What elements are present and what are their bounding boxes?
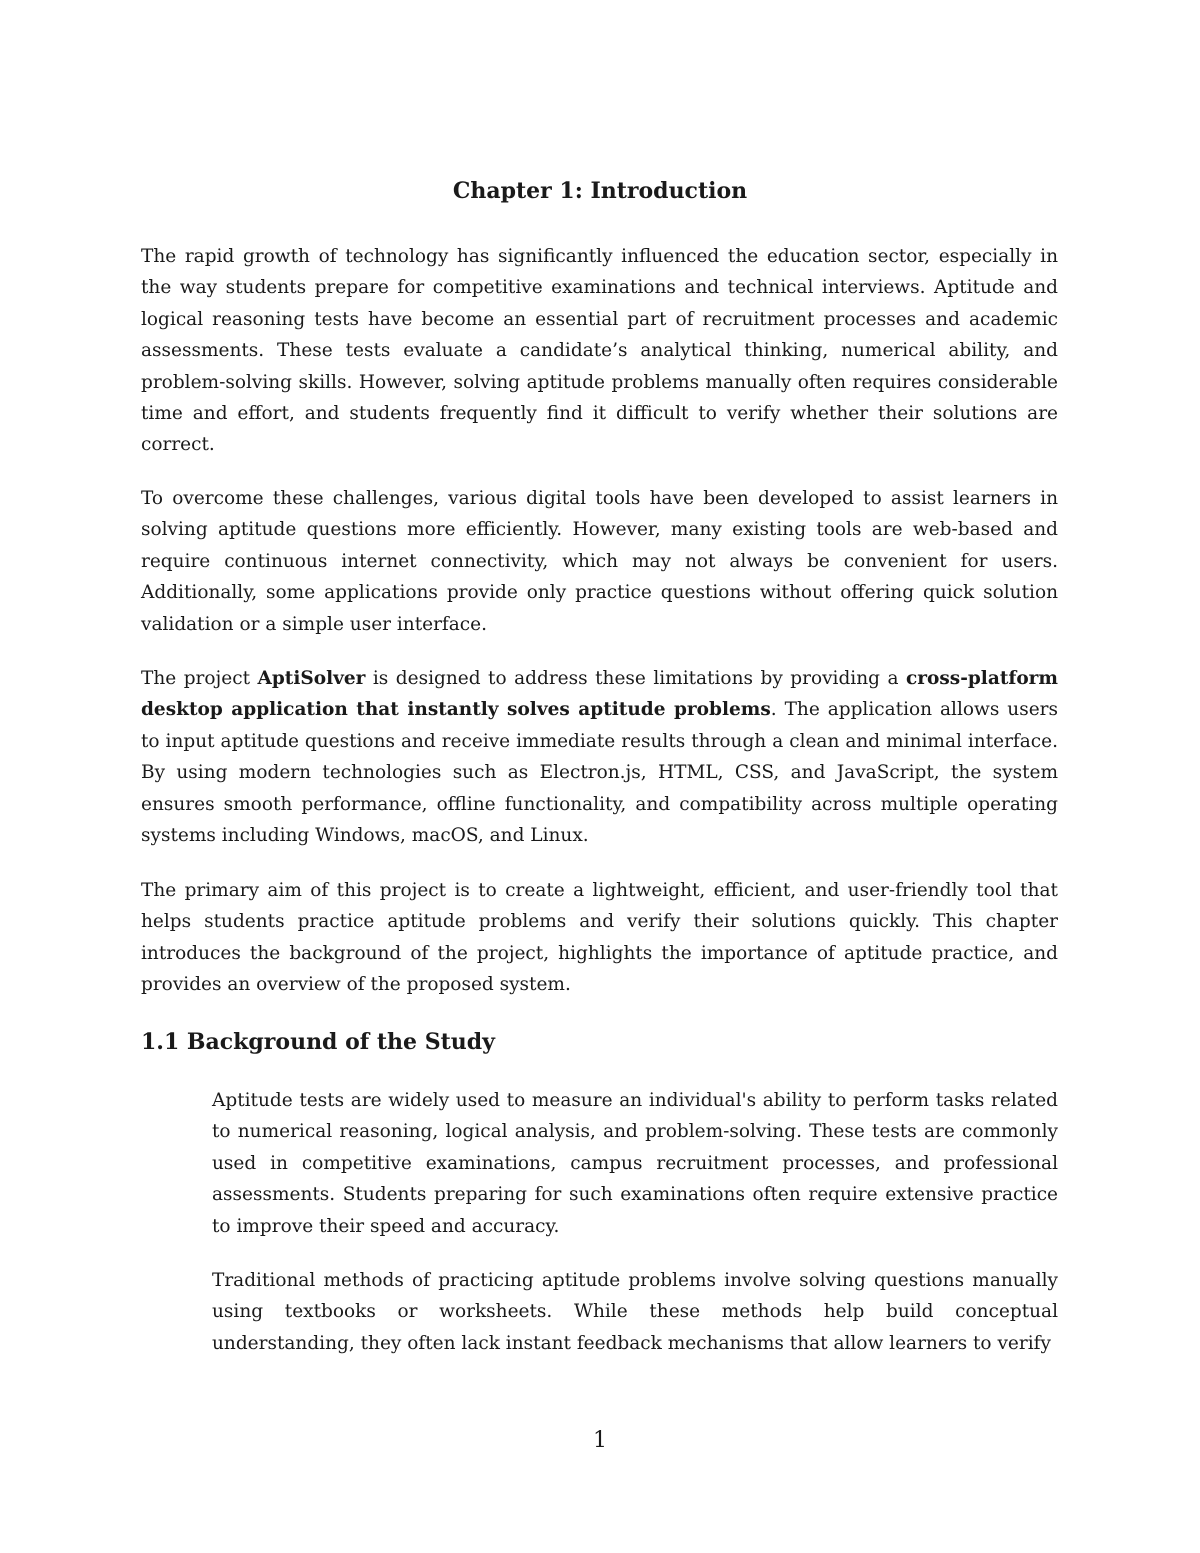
text-run: . The application allows users to input aptitude questions and receive immediate results through a clean and minimal interface. By using modern technologies such as Electron.js, HTML, CSS, and JavaScript, the system ensures smooth performance, offline functionality, and compatibility across multiple operating systems including Windows, macOS, and Linux.	[141, 699, 1058, 847]
intro-paragraph-4: The primary aim of this project is to create a lightweight, efficient, and user-friendly tool that helps students practice aptitude problems and verify their solutions quickly. This chapter introduces the background of the project, highlights the importance of aptitude practice, and provides an overview of the proposed system.	[141, 880, 1058, 996]
section-heading: 1.1 Background of the Study	[141, 1029, 495, 1055]
intro-paragraph-2: To overcome these challenges, various digital tools have been developed to assist learners in solving aptitude questions more efficiently. However, many existing tools are web-based and require continuous internet connectivity, which may not always be convenient for users. Additionally, some applications provide only practice questions without offering quick solution validation or a simple user interface.	[141, 488, 1058, 635]
intro-paragraph-1: The rapid growth of technology has significantly influenced the education sector, especially in the way students prepare for competitive examinations and technical interviews. Aptitude and logical reasoning tests have become an essential part of recruitment processes and academic assessments. These tests evaluate a candidate’s analytical thinking, numerical ability, and problem-solving skills. However, solving aptitude problems manually often requires considerable time and effort, and students frequently find it difficult to verify whether their solutions are correct.	[141, 246, 1058, 456]
project-name: AptiSolver	[257, 668, 366, 689]
page-number: 1	[593, 1428, 607, 1453]
text-run: The project	[141, 668, 258, 689]
intro-paragraph-3	[141, 663, 1058, 851]
chapter-title: Chapter 1: Introduction	[452, 178, 748, 204]
project-description-emphasis: cross-platform desktop application that instantly solves aptitude problems	[141, 668, 1058, 721]
background-paragraph-2: Traditional methods of practicing aptitude problems involve solving questions manually using textbooks or worksheets. While these methods help build conceptual understanding, they often lack instant feedback mechanisms that allow learners to verify	[212, 1270, 1058, 1354]
background-paragraph-1: Aptitude tests are widely used to measure an individual's ability to perform tasks related to numerical reasoning, logical analysis, and problem-solving. These tests are commonly used in competitive examinations, campus recruitment processes, and professional assessments. Students preparing for such examinations often require extensive practice to improve their speed and accuracy.	[212, 1090, 1058, 1237]
text-run: is designed to address these limitations by providing a	[365, 668, 907, 689]
